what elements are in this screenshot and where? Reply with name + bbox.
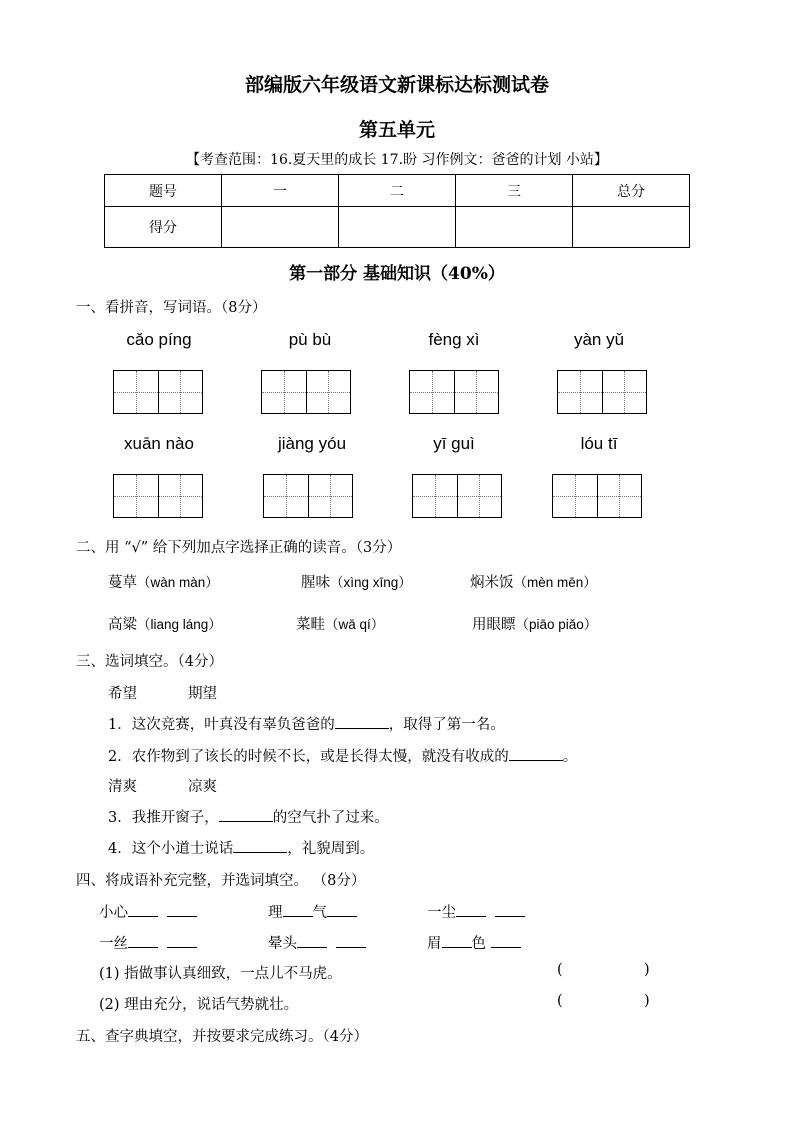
score-cell[interactable]: [573, 207, 690, 248]
choice-word: 腥味: [301, 575, 330, 591]
choice-options: （wàn màn）: [137, 575, 219, 590]
idiom-sentence: (2) 理由充分，说话气势就壮。: [99, 997, 299, 1013]
score-row-label: 得分: [105, 207, 222, 248]
reading-choice[interactable]: [301, 571, 412, 592]
table-header-cell: 一: [222, 175, 339, 207]
pinyin-label: yī guì: [433, 434, 475, 453]
answer-blank[interactable]: [219, 807, 273, 822]
answer-blank[interactable]: [456, 902, 486, 917]
choice-word: 焖米饭: [470, 575, 514, 591]
fill-sentence: 4．这个小道士说话 ，礼貌周到。: [108, 837, 374, 858]
table-header-cell: 三: [456, 175, 573, 207]
answer-blank[interactable]: [297, 933, 327, 948]
unit-title: 第五单元: [358, 119, 435, 141]
word-option: 凉爽: [188, 779, 217, 795]
idiom-sentence: (1) 指做事认真细致，一点儿不马虎。: [99, 966, 342, 982]
answer-blank[interactable]: [128, 933, 158, 948]
answer-blank[interactable]: [167, 902, 197, 917]
pinyin-label: cǎo píng: [126, 330, 192, 349]
writing-grid[interactable]: [113, 370, 203, 414]
fill-sentence: 2．农作物到了该长的时候不长，或是长得太慢，就没有收成的 。: [108, 745, 577, 766]
choice-options: （liang láng）: [137, 617, 222, 632]
word-option: 希望: [108, 686, 137, 702]
writing-grid[interactable]: [412, 474, 502, 518]
pinyin-label: jiàng yóu: [277, 434, 347, 453]
fill-sentence: 1．这次竞赛，叶真没有辜负爸爸的 ，取得了第一名。: [108, 713, 505, 734]
reading-choice[interactable]: [470, 571, 597, 592]
idiom-item: 眉 色: [427, 932, 521, 953]
pinyin-label: xuān nào: [124, 434, 194, 453]
answer-blank[interactable]: [283, 902, 313, 917]
score-table: [104, 174, 690, 248]
writing-grid[interactable]: [263, 474, 353, 518]
answer-paren-open[interactable]: (: [557, 993, 563, 1009]
answer-blank[interactable]: [327, 902, 357, 917]
pinyin-label: lóu tī: [580, 434, 618, 453]
reading-choice[interactable]: [108, 613, 222, 634]
answer-paren-close: ): [644, 993, 650, 1009]
reading-choice[interactable]: [296, 613, 384, 634]
score-cell[interactable]: [222, 207, 339, 248]
answer-blank[interactable]: [128, 902, 158, 917]
answer-paren-open[interactable]: (: [557, 962, 563, 978]
answer-paren-close: ): [644, 962, 650, 978]
part-title: 第一部分 基础知识（40%）: [289, 264, 505, 284]
question-4-title: 四、将成语补充完整，并选词填空。 （8分）: [76, 873, 366, 889]
reading-choice[interactable]: [472, 613, 597, 634]
answer-blank[interactable]: [509, 746, 563, 761]
answer-blank[interactable]: [233, 838, 287, 853]
question-5-title: 五、查字典填空，并按要求完成练习。（4分）: [76, 1029, 368, 1045]
pinyin-label: pù bù: [288, 330, 332, 349]
table-header-cell: 题号: [105, 175, 222, 207]
idiom-item: 理 气: [268, 901, 357, 922]
exam-scope: 【考查范围：16.夏天里的成长 17.盼 习作例文：爸爸的计划 小站】: [186, 152, 608, 168]
score-cell[interactable]: [456, 207, 573, 248]
idiom-item: 一尘: [427, 901, 525, 922]
answer-blank[interactable]: [442, 933, 472, 948]
idiom-item: 小心: [99, 901, 197, 922]
pinyin-label: fèng xì: [428, 330, 480, 349]
answer-blank[interactable]: [336, 933, 366, 948]
table-header-cell: 二: [339, 175, 456, 207]
reading-choice[interactable]: [108, 571, 219, 592]
writing-grid[interactable]: [552, 474, 642, 518]
pinyin-label: yàn yǔ: [573, 330, 625, 349]
writing-grid[interactable]: [113, 474, 203, 518]
choice-options: （piāo piǎo）: [515, 617, 598, 632]
question-1-title: 一、看拼音，写词语。（8分）: [76, 300, 267, 316]
answer-blank[interactable]: [335, 714, 389, 729]
score-cell[interactable]: [339, 207, 456, 248]
idiom-item: 晕头: [268, 932, 366, 953]
answer-blank[interactable]: [491, 933, 521, 948]
question-3-title: 三、选词填空。（4分）: [76, 654, 223, 670]
fill-sentence: 3．我推开窗子， 的空气扑了过来。: [108, 806, 389, 827]
choice-word: 高粱: [108, 617, 137, 633]
choice-options: （xìng xīng）: [330, 575, 412, 590]
writing-grid[interactable]: [409, 370, 499, 414]
idiom-item: 一丝: [99, 932, 197, 953]
answer-blank[interactable]: [495, 902, 525, 917]
writing-grid[interactable]: [261, 370, 351, 414]
choice-word: 菜畦: [296, 617, 325, 633]
answer-blank[interactable]: [167, 933, 197, 948]
table-header-cell: 总分: [573, 175, 690, 207]
choice-options: （wā qí）: [325, 617, 385, 632]
choice-word: 蔓草: [108, 575, 137, 591]
word-option: 期望: [188, 686, 217, 702]
writing-grid[interactable]: [557, 370, 647, 414]
exam-title: 部编版六年级语文新课标达标测试卷: [244, 74, 549, 96]
choice-options: （mèn mēn）: [513, 575, 597, 590]
word-option: 清爽: [108, 779, 137, 795]
choice-word: 用眼瞟: [472, 617, 516, 633]
question-2-title: 二、用 “√” 给下列加点字选择正确的读音。（3分）: [76, 540, 402, 556]
